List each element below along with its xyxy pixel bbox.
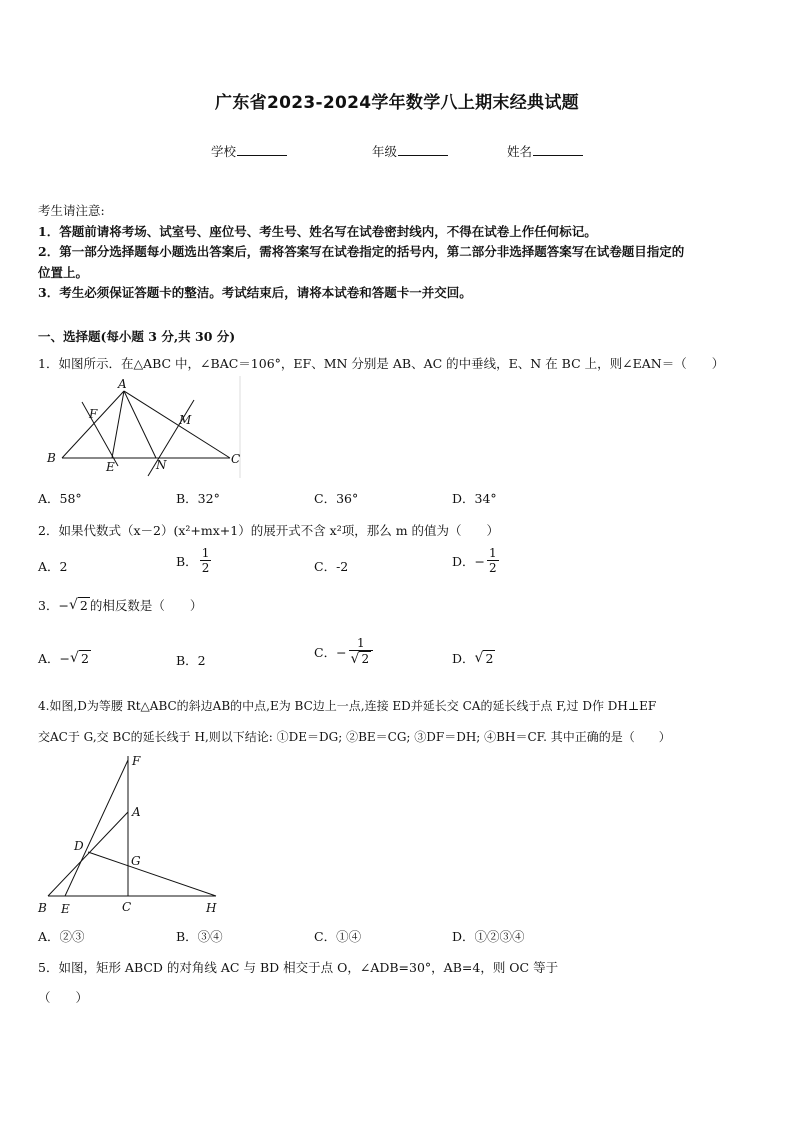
- q3-option-a-sqrt: [70, 650, 91, 666]
- q3-stem: [38, 596, 202, 614]
- q4-label-D: D: [74, 839, 84, 853]
- q3-option-d: [452, 649, 495, 667]
- q3-option-a-radicand: 2: [80, 651, 89, 666]
- q3-option-a: [38, 649, 91, 667]
- q3-option-d-prefix: D．: [452, 651, 475, 666]
- q1-stem: 1．如图所示．在△ABC 中，∠BAC＝106°，EF、MN 分别是 AB、AC 的中垂线，E、N 在 BC 上，则∠EAN＝（ ）: [38, 356, 725, 371]
- school-label: 学校: [211, 144, 237, 159]
- q4-label-E: E: [61, 902, 70, 916]
- q4-option-d: D．①②③④: [452, 929, 525, 944]
- name-blank: [533, 143, 583, 156]
- q4-label-H: H: [206, 901, 217, 915]
- q3-option-a-prefix: A．−: [38, 651, 71, 666]
- q1-label-C: C: [231, 452, 241, 466]
- q2-option-d-fraction: [487, 546, 499, 575]
- page-title: 广东省2023-2024学年数学八上期末经典试题: [215, 93, 579, 113]
- q3-option-d-radicand: 2: [485, 651, 494, 666]
- q4-option-b: B．③④: [176, 929, 223, 944]
- q1-option-a: A．58°: [38, 491, 82, 506]
- q4-stem-line1: 4.如图,D为等腰 Rt△ABC的斜边AB的中点,E为 BC边上一点,连接 ED并延长交 CA的延长线于点 F,过 D作 DH⊥EF: [38, 699, 657, 713]
- q1-label-N: N: [156, 458, 167, 472]
- q3-option-c-prefix: C．−: [314, 644, 347, 660]
- q3-option-c: [314, 636, 375, 667]
- q1-label-F: F: [89, 407, 98, 421]
- radical-sign-icon: √: [68, 597, 78, 613]
- q4-option-a: A．②③: [38, 929, 85, 944]
- q2-option-d-prefix: D．−: [452, 553, 485, 569]
- q2-option-c: C．-2: [314, 559, 349, 574]
- q4-label-B: B: [38, 901, 47, 915]
- q3-radicand: 2: [79, 598, 88, 613]
- school-blank: [237, 143, 287, 156]
- q4-label-G: G: [131, 854, 141, 868]
- radical-sign-icon: √: [350, 651, 360, 667]
- notice-item-3: 3．考生必须保证答题卡的整洁。考试结束后，请将本试卷和答题卡一并交回。: [38, 285, 472, 300]
- name-field: [507, 142, 583, 160]
- q3-option-d-sqrt: [475, 650, 496, 666]
- grade-blank: [398, 143, 448, 156]
- q4-option-c: C．①④: [314, 929, 362, 944]
- q3-option-c-denominator: [349, 650, 374, 667]
- q5-stem-line1: 5．如图，矩形 ABCD 的对角线 AC 与 BD 相交于点 O，∠ADB=30°，AB=4，则 OC 等于: [38, 960, 559, 975]
- q3-stem-prefix: 3．−: [38, 598, 69, 613]
- q3-stem-suffix: 的相反数是（ ）: [89, 598, 203, 613]
- q1-option-c: C．36°: [314, 491, 359, 506]
- q3-option-c-radicand: 2: [361, 652, 370, 666]
- q2-option-b-prefix: B．: [176, 553, 198, 569]
- q3-option-b: B．2: [176, 653, 206, 668]
- q2-option-b-fraction: [200, 546, 212, 575]
- notice-item-1: 1．答题前请将考场、试室号、座位号、考生号、姓名写在试卷密封线内，不得在试卷上作任何标记。: [38, 223, 597, 239]
- q4-label-C: C: [122, 900, 132, 914]
- notice-item-2-cont: 位置上。: [38, 264, 89, 280]
- name-label: 姓名: [507, 144, 533, 159]
- q2-option-d-denominator: 2: [489, 561, 497, 575]
- q1-option-d: D．34°: [452, 491, 497, 506]
- notice-block: [38, 201, 684, 304]
- q2-option-b-denominator: 2: [201, 561, 210, 575]
- school-field: [211, 142, 287, 160]
- q1-label-M: M: [179, 413, 192, 427]
- q2-option-d-numerator: 1: [489, 546, 497, 560]
- q3-sqrt: [69, 597, 90, 613]
- q3-option-c-sqrt: [351, 651, 372, 667]
- q1-label-E: E: [106, 460, 115, 474]
- grade-field: [372, 142, 448, 160]
- section-heading: 一、选择题(每小题 3 分,共 30 分): [38, 329, 236, 344]
- q2-option-b-numerator: 1: [201, 546, 210, 560]
- notice-heading: 考生请注意:: [38, 203, 105, 218]
- radical-sign-icon: √: [70, 650, 79, 666]
- q1-triangle-figure: [44, 376, 244, 478]
- q3-option-c-numerator: 1: [357, 636, 365, 650]
- q4-triangle-figure: [34, 752, 224, 920]
- q1-option-b: B．32°: [176, 491, 220, 506]
- q2-option-d: [452, 546, 501, 575]
- q4-stem-line2: 交AC于 G,交 BC的延长线于 H,则以下结论: ①DE＝DG; ②BE＝CG; ③DF＝DH; ④BH＝CF. 其中正确的是（ ）: [38, 730, 671, 744]
- grade-label: 年级: [372, 144, 398, 159]
- q1-label-A: A: [118, 377, 127, 391]
- q2-stem: 2．如果代数式（x－2）(x²+mx+1）的展开式不含 x²项，那么 m 的值为（ ）: [38, 523, 500, 538]
- q2-option-b: [176, 546, 213, 575]
- radical-sign-icon: √: [474, 650, 484, 666]
- q4-label-F: F: [132, 754, 141, 768]
- q4-label-A: A: [132, 805, 141, 819]
- q1-label-B: B: [47, 451, 56, 465]
- q2-option-a: A．2: [38, 559, 68, 574]
- notice-item-2: 2．第一部分选择题每小题选出答案后，需将答案写在试卷指定的括号内，第二部分非选择题答案写在试卷题目指定的: [38, 244, 685, 259]
- q3-option-c-fraction: [349, 636, 374, 667]
- q5-stem-line2: （ ）: [38, 990, 89, 1005]
